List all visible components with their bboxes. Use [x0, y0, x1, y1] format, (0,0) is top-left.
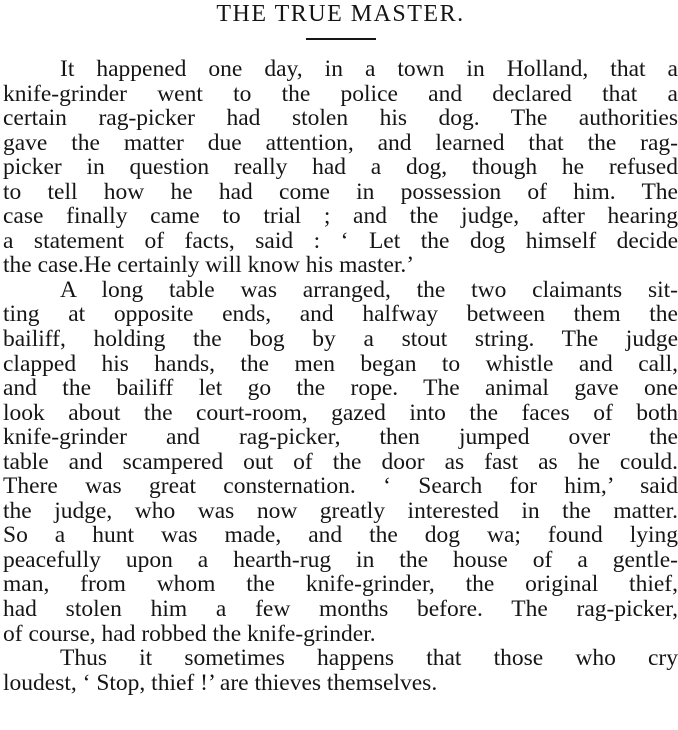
text-line: So a hunt was made, and the dog wa; found lying [3, 522, 678, 549]
text-line: picker in question really had a dog, though he refused [3, 154, 678, 181]
text-line: table and scampered out of the door as fast as he could. [3, 448, 678, 475]
text-line: the case.He certainly will know his master.’ [3, 252, 415, 279]
text-line: had stolen him a few months before. The rag-picker, [3, 596, 678, 623]
text-line: gave the matter due attention, and learned that the rag- [3, 129, 678, 156]
text-line: man, from whom the knife-grinder, the original thief, [3, 571, 678, 598]
text-line: knife-grinder went to the police and declared that a [3, 80, 678, 107]
text-line: the judge, who was now greatly interested in the matter. [3, 497, 678, 524]
text-line: bailiff, holding the bog by a stout string. The judge [3, 326, 678, 353]
article-title: THE TRUE MASTER. [216, 1, 465, 27]
text-line: There was great consternation. ‘ Search for him,’ said [3, 473, 678, 500]
text-line: to tell how he had come in possession of him. The [3, 178, 678, 205]
text-line: peacefully upon a hearth-rug in the house of a gentle- [3, 546, 678, 573]
text-line: certain rag-picker had stolen his dog. The authorities [3, 105, 678, 132]
text-line: A long table was arranged, the two claimants sit- [60, 276, 678, 303]
text-line: loudest, ‘ Stop, thief !’ are thieves themselves. [3, 669, 438, 696]
text-line: ting at opposite ends, and halfway between them the [3, 301, 678, 328]
text-line: case finally came to trial ; and the judge, after hearing [3, 203, 678, 230]
text-line: clapped his hands, the men began to whistle and call, [3, 350, 678, 377]
text-line: Thus it sometimes happens that those who cry [60, 645, 678, 672]
text-line: and the bailiff let go the rope. The animal gave one [3, 375, 678, 402]
text-line: look about the court-room, gazed into the faces of both [3, 399, 678, 426]
text-line: knife-grinder and rag-picker, then jumped over the [3, 424, 678, 451]
text-line: It happened one day, in a town in Holland, that a [60, 56, 678, 82]
title-divider [306, 38, 376, 40]
text-line: a statement of facts, said : ‘ Let the dog himself decide [3, 227, 678, 254]
article-body [3, 57, 678, 695]
text-line: of course, had robbed the knife-grinder. [3, 620, 376, 647]
